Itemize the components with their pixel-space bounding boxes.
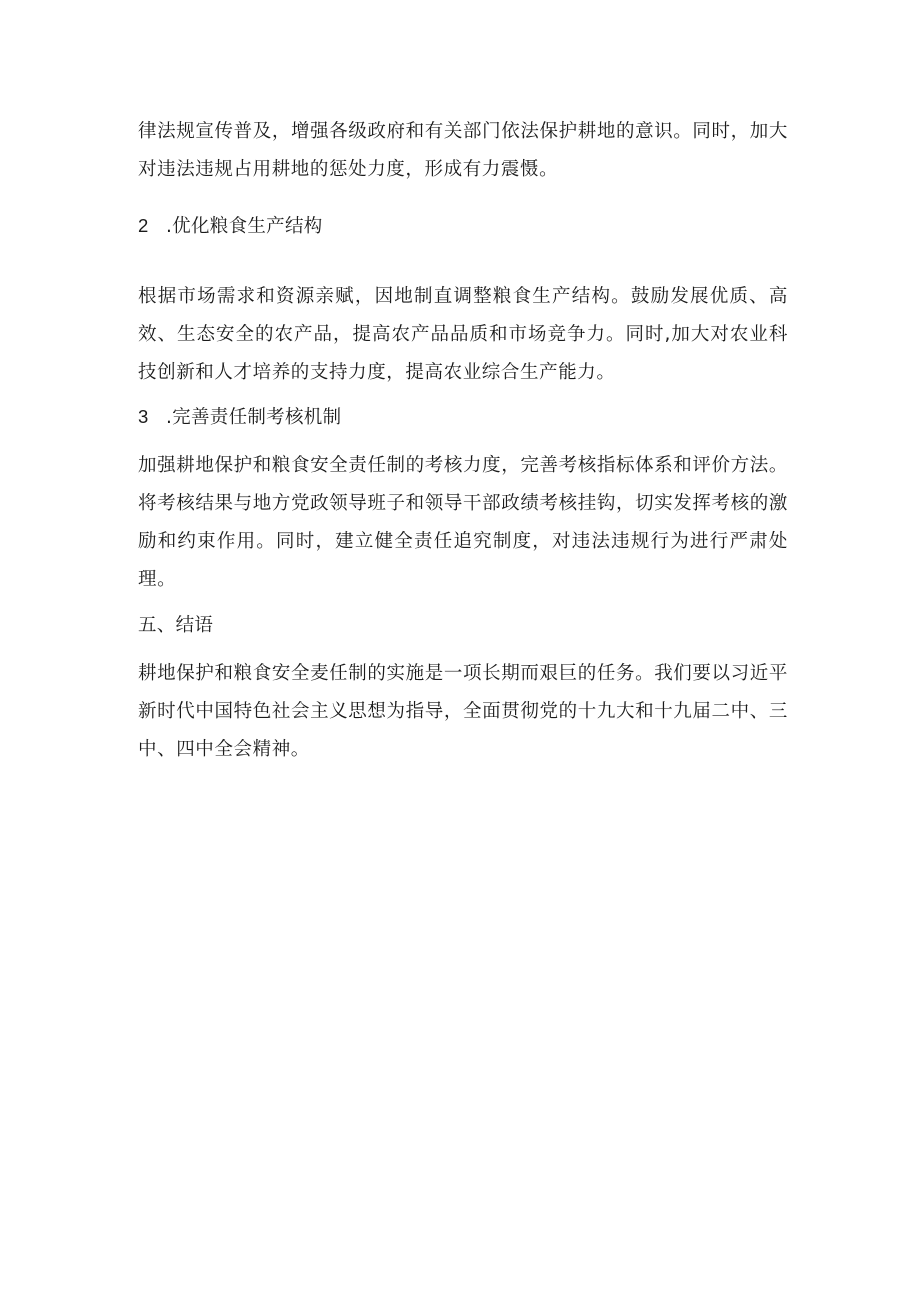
document-body — [138, 113, 788, 769]
paragraph-section-2: 根据市场需求和资源亲赋，因地制直调整粮食生产结构。鼓励发展优质、高效、生态安全的农产品，提高农产品品质和市场竞争力。同时,加大对农业科技创新和人才培养的支持力度，提高农业综合生产能力。 — [138, 286, 788, 383]
section-number-2: 2 — [138, 215, 149, 236]
paragraph-conclusion: 耕地保护和粮食安全麦任制的实施是一项长期而艰巨的任务。我们要以习近平新时代中国特色社会主义思想为指导，全面贯彻党的十九大和十九届二中、三中、四中全会精神。 — [138, 663, 788, 760]
section-heading-5: 五、结语 — [138, 615, 214, 636]
paragraph-intro: 律法规宣传普及，增强各级政府和有关部门依法保护耕地的意识。同时，加大对违法违规占用耕地的惩处力度，形成有力震慑。 — [138, 121, 788, 180]
section-title-3: .完善责任制考核机制 — [166, 407, 342, 428]
section-heading-2 — [138, 211, 788, 242]
paragraph-section-3: 加强耕地保护和粮食安全责任制的考核力度，完善考核指标体系和评价方法。将考核结果与地方党政领导班子和领导干部政绩考核挂钩，切实发挥考核的激励和约束作用。同时，建立健全责任追究制度，对违法违规行为进行严肃处理。 — [138, 455, 788, 590]
section-number-3: 3 — [138, 406, 149, 427]
section-heading-3 — [138, 402, 788, 433]
section-title-2: .优化粮食生产结构 — [166, 216, 323, 237]
